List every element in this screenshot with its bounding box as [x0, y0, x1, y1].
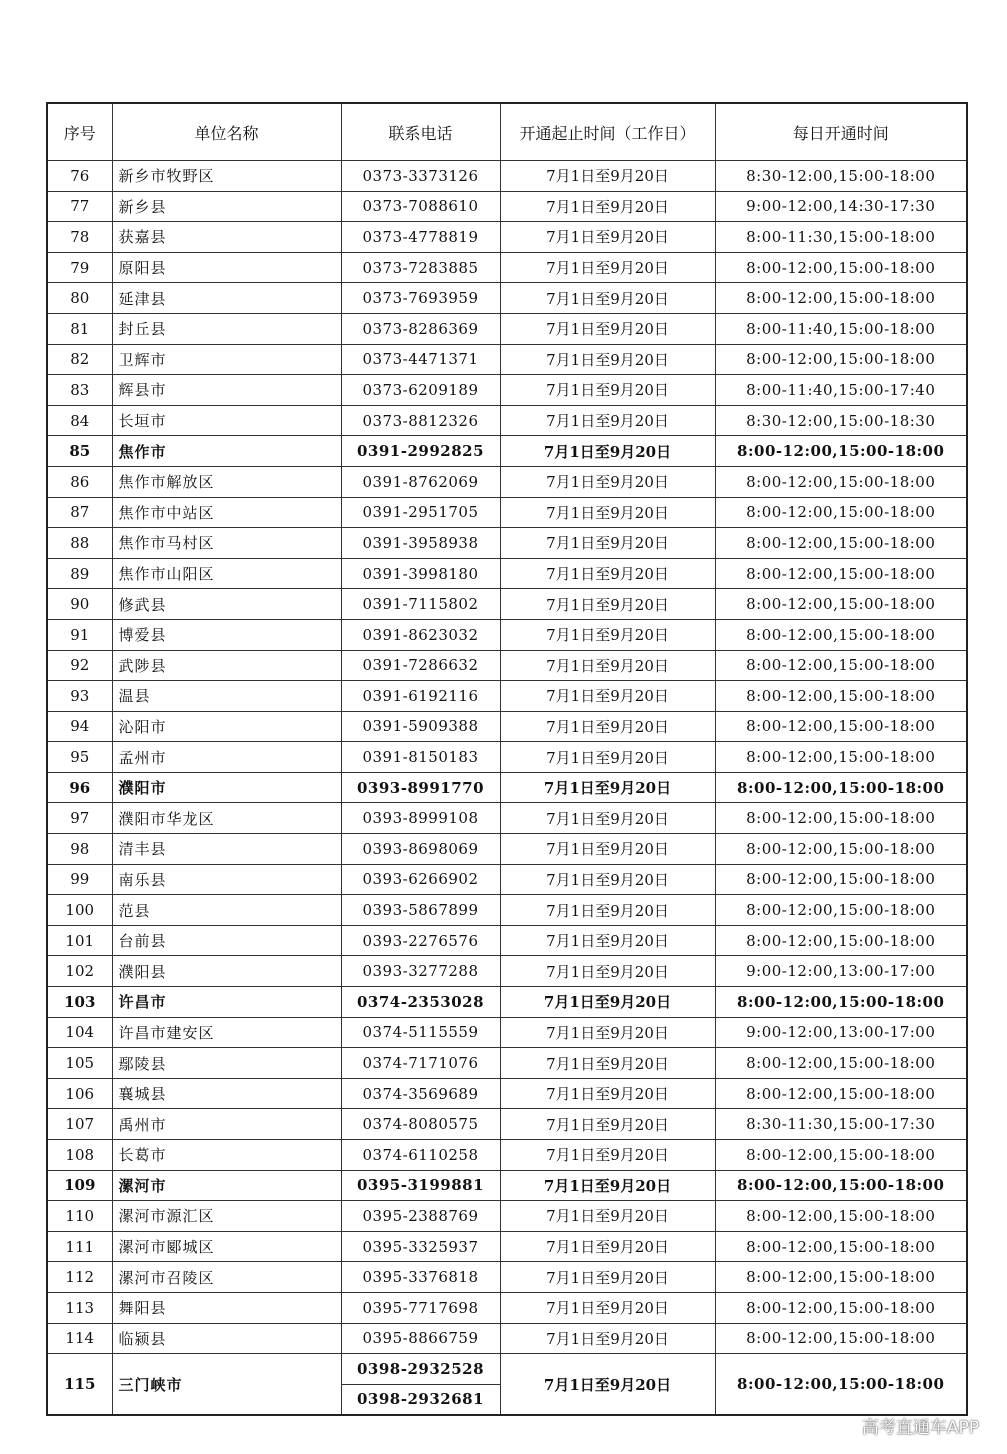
row-number: 94	[47, 711, 112, 742]
phone-number: 0395-7717698	[341, 1292, 500, 1323]
row-number: 112	[47, 1262, 112, 1293]
unit-name: 鄢陵县	[112, 1048, 341, 1079]
row-number: 80	[47, 283, 112, 314]
open-period: 7月1日至9月20日	[500, 772, 715, 803]
daily-hours: 9:00-12:00,14:30-17:30	[715, 191, 967, 222]
phone-number: 0373-4471371	[341, 344, 500, 375]
table-row	[47, 619, 967, 650]
unit-name: 修武县	[112, 589, 341, 620]
table-row	[47, 711, 967, 742]
table-row	[47, 436, 967, 467]
daily-hours: 8:00-12:00,15:00-18:00	[715, 742, 967, 773]
row-number: 114	[47, 1323, 112, 1354]
unit-name: 卫辉市	[112, 344, 341, 375]
header-unit-name: 单位名称	[112, 103, 341, 161]
row-number: 98	[47, 834, 112, 865]
table-row	[47, 1109, 967, 1140]
row-number: 90	[47, 589, 112, 620]
table-row	[47, 1262, 967, 1293]
phone-number: 0398-2932681	[341, 1384, 500, 1415]
table-row	[47, 1140, 967, 1171]
row-number: 88	[47, 528, 112, 559]
daily-hours: 8:00-11:40,15:00-17:40	[715, 375, 967, 406]
phone-number: 0391-2951705	[341, 497, 500, 528]
daily-hours: 8:00-11:40,15:00-18:00	[715, 313, 967, 344]
daily-hours: 8:00-12:00,15:00-18:00	[715, 681, 967, 712]
row-number: 77	[47, 191, 112, 222]
open-period: 7月1日至9月20日	[500, 834, 715, 865]
open-period: 7月1日至9月20日	[500, 313, 715, 344]
unit-name: 濮阳市华龙区	[112, 803, 341, 834]
open-period: 7月1日至9月20日	[500, 1048, 715, 1079]
phone-number: 0374-7171076	[341, 1048, 500, 1079]
open-period: 7月1日至9月20日	[500, 619, 715, 650]
row-number: 113	[47, 1292, 112, 1323]
unit-name: 焦作市中站区	[112, 497, 341, 528]
header-phone: 联系电话	[341, 103, 500, 161]
row-number: 76	[47, 161, 112, 192]
daily-hours: 8:00-12:00,15:00-18:00	[715, 1201, 967, 1232]
daily-hours: 8:00-12:00,15:00-18:00	[715, 834, 967, 865]
row-number: 91	[47, 619, 112, 650]
table-row	[47, 1201, 967, 1232]
daily-hours: 8:00-12:00,15:00-18:00	[715, 436, 967, 467]
row-number: 107	[47, 1109, 112, 1140]
phone-number: 0391-3998180	[341, 558, 500, 589]
daily-hours: 8:00-12:00,15:00-18:00	[715, 1354, 967, 1416]
unit-name: 博爱县	[112, 619, 341, 650]
daily-hours: 8:00-12:00,15:00-18:00	[715, 1048, 967, 1079]
row-number: 95	[47, 742, 112, 773]
table-row	[47, 834, 967, 865]
open-period: 7月1日至9月20日	[500, 436, 715, 467]
phone-number: 0391-8762069	[341, 466, 500, 497]
phone-number: 0373-7693959	[341, 283, 500, 314]
daily-hours: 8:00-12:00,15:00-18:00	[715, 1262, 967, 1293]
open-period: 7月1日至9月20日	[500, 1109, 715, 1140]
unit-name: 舞阳县	[112, 1292, 341, 1323]
header-period: 开通起止时间（工作日）	[500, 103, 715, 161]
open-period: 7月1日至9月20日	[500, 1323, 715, 1354]
unit-name: 漯河市	[112, 1170, 341, 1201]
phone-number: 0393-6266902	[341, 864, 500, 895]
daily-hours: 8:00-12:00,15:00-18:00	[715, 1323, 967, 1354]
header-row	[47, 103, 967, 161]
unit-name: 获嘉县	[112, 222, 341, 253]
unit-name: 辉县市	[112, 375, 341, 406]
unit-name: 焦作市	[112, 436, 341, 467]
unit-name: 长葛市	[112, 1140, 341, 1171]
open-period: 7月1日至9月20日	[500, 1017, 715, 1048]
table-row	[47, 803, 967, 834]
row-number: 84	[47, 405, 112, 436]
open-period: 7月1日至9月20日	[500, 161, 715, 192]
open-period: 7月1日至9月20日	[500, 222, 715, 253]
row-number: 97	[47, 803, 112, 834]
phone-number: 0395-8866759	[341, 1323, 500, 1354]
unit-name: 清丰县	[112, 834, 341, 865]
open-period: 7月1日至9月20日	[500, 344, 715, 375]
phone-number: 0373-7088610	[341, 191, 500, 222]
open-period: 7月1日至9月20日	[500, 589, 715, 620]
table-row	[47, 344, 967, 375]
phone-number: 0373-8812326	[341, 405, 500, 436]
row-number: 110	[47, 1201, 112, 1232]
daily-hours: 8:00-12:00,15:00-18:00	[715, 558, 967, 589]
open-period: 7月1日至9月20日	[500, 681, 715, 712]
phone-number: 0373-7283885	[341, 252, 500, 283]
open-period: 7月1日至9月20日	[500, 1170, 715, 1201]
phone-number: 0374-6110258	[341, 1140, 500, 1171]
table-row	[47, 313, 967, 344]
phone-number: 0391-6192116	[341, 681, 500, 712]
phone-number: 0374-5115559	[341, 1017, 500, 1048]
table-row	[47, 1323, 967, 1354]
unit-name: 许昌市建安区	[112, 1017, 341, 1048]
open-period: 7月1日至9月20日	[500, 375, 715, 406]
row-number: 83	[47, 375, 112, 406]
unit-name: 武陟县	[112, 650, 341, 681]
daily-hours: 8:00-12:00,15:00-18:00	[715, 864, 967, 895]
table-row	[47, 925, 967, 956]
unit-name: 焦作市解放区	[112, 466, 341, 497]
daily-hours: 8:00-12:00,15:00-18:00	[715, 925, 967, 956]
unit-name: 漯河市源汇区	[112, 1201, 341, 1232]
daily-hours: 8:00-12:00,15:00-18:00	[715, 895, 967, 926]
table-row	[47, 1048, 967, 1079]
table-last-rows	[47, 1354, 967, 1416]
row-number: 105	[47, 1048, 112, 1079]
phone-number: 0393-3277288	[341, 956, 500, 987]
daily-hours: 8:00-12:00,15:00-18:00	[715, 803, 967, 834]
table-row	[47, 681, 967, 712]
open-period: 7月1日至9月20日	[500, 405, 715, 436]
daily-hours: 8:00-11:30,15:00-18:00	[715, 222, 967, 253]
open-period: 7月1日至9月20日	[500, 252, 715, 283]
watermark: 高考直通车APP	[861, 1418, 979, 1438]
daily-hours: 8:00-12:00,15:00-18:00	[715, 772, 967, 803]
unit-name: 南乐县	[112, 864, 341, 895]
row-number: 100	[47, 895, 112, 926]
phone-number: 0391-2992825	[341, 436, 500, 467]
unit-name: 襄城县	[112, 1078, 341, 1109]
daily-hours: 8:00-12:00,15:00-18:00	[715, 1078, 967, 1109]
unit-name: 温县	[112, 681, 341, 712]
phone-number: 0391-8623032	[341, 619, 500, 650]
phone-number: 0391-8150183	[341, 742, 500, 773]
row-number: 115	[47, 1354, 112, 1416]
table-row	[47, 466, 967, 497]
phone-number: 0393-8698069	[341, 834, 500, 865]
phone-number: 0373-3373126	[341, 161, 500, 192]
daily-hours: 8:00-12:00,15:00-18:00	[715, 1170, 967, 1201]
unit-name: 濮阳县	[112, 956, 341, 987]
row-number: 96	[47, 772, 112, 803]
table-body	[47, 161, 967, 1354]
phone-number: 0391-7286632	[341, 650, 500, 681]
daily-hours: 8:00-12:00,15:00-18:00	[715, 1140, 967, 1171]
table-row	[47, 987, 967, 1018]
daily-hours: 8:00-12:00,15:00-18:00	[715, 987, 967, 1018]
open-period: 7月1日至9月20日	[500, 191, 715, 222]
unit-name: 沁阳市	[112, 711, 341, 742]
table-row	[47, 772, 967, 803]
row-number: 106	[47, 1078, 112, 1109]
open-period: 7月1日至9月20日	[500, 711, 715, 742]
table-row	[47, 558, 967, 589]
phone-number: 0393-5867899	[341, 895, 500, 926]
daily-hours: 8:30-12:00,15:00-18:30	[715, 405, 967, 436]
phone-number: 0374-8080575	[341, 1109, 500, 1140]
daily-hours: 8:00-12:00,15:00-18:00	[715, 528, 967, 559]
phone-number: 0393-2276576	[341, 925, 500, 956]
unit-name: 长垣市	[112, 405, 341, 436]
open-period: 7月1日至9月20日	[500, 650, 715, 681]
daily-hours: 8:00-12:00,15:00-18:00	[715, 1231, 967, 1262]
open-period: 7月1日至9月20日	[500, 1292, 715, 1323]
row-number: 85	[47, 436, 112, 467]
unit-name: 焦作市马村区	[112, 528, 341, 559]
open-period: 7月1日至9月20日	[500, 956, 715, 987]
table-row	[47, 1231, 967, 1262]
phone-number: 0374-3569689	[341, 1078, 500, 1109]
open-period: 7月1日至9月20日	[500, 1262, 715, 1293]
table-row	[47, 528, 967, 559]
daily-hours: 8:00-12:00,15:00-18:00	[715, 497, 967, 528]
row-number: 108	[47, 1140, 112, 1171]
daily-hours: 8:00-12:00,15:00-18:00	[715, 589, 967, 620]
open-period: 7月1日至9月20日	[500, 925, 715, 956]
table-row	[47, 161, 967, 192]
unit-name: 临颍县	[112, 1323, 341, 1354]
phone-number: 0393-8999108	[341, 803, 500, 834]
phone-number: 0395-2388769	[341, 1201, 500, 1232]
table-row	[47, 375, 967, 406]
row-number: 109	[47, 1170, 112, 1201]
row-number: 79	[47, 252, 112, 283]
open-period: 7月1日至9月20日	[500, 558, 715, 589]
open-period: 7月1日至9月20日	[500, 1140, 715, 1171]
open-period: 7月1日至9月20日	[500, 987, 715, 1018]
unit-name: 孟州市	[112, 742, 341, 773]
row-number: 103	[47, 987, 112, 1018]
table-row	[47, 1354, 967, 1384]
row-number: 78	[47, 222, 112, 253]
phone-number: 0398-2932528	[341, 1354, 500, 1384]
table-row	[47, 895, 967, 926]
table-row	[47, 864, 967, 895]
table-row	[47, 742, 967, 773]
unit-name: 漯河市郾城区	[112, 1231, 341, 1262]
unit-name: 许昌市	[112, 987, 341, 1018]
phone-number: 0391-3958938	[341, 528, 500, 559]
row-number: 102	[47, 956, 112, 987]
daily-hours: 9:00-12:00,13:00-17:00	[715, 1017, 967, 1048]
open-period: 7月1日至9月20日	[500, 1231, 715, 1262]
table-row	[47, 1017, 967, 1048]
table-row	[47, 252, 967, 283]
daily-hours: 8:00-12:00,15:00-18:00	[715, 252, 967, 283]
daily-hours: 8:00-12:00,15:00-18:00	[715, 466, 967, 497]
table-row	[47, 283, 967, 314]
phone-number: 0391-5909388	[341, 711, 500, 742]
open-period: 7月1日至9月20日	[500, 895, 715, 926]
open-period: 7月1日至9月20日	[500, 497, 715, 528]
open-period: 7月1日至9月20日	[500, 283, 715, 314]
row-number: 99	[47, 864, 112, 895]
row-number: 104	[47, 1017, 112, 1048]
row-number: 87	[47, 497, 112, 528]
header-daily-hours: 每日开通时间	[715, 103, 967, 161]
table-row	[47, 405, 967, 436]
daily-hours: 8:00-12:00,15:00-18:00	[715, 650, 967, 681]
unit-name: 漯河市召陵区	[112, 1262, 341, 1293]
daily-hours: 8:30-12:00,15:00-18:00	[715, 161, 967, 192]
phone-number: 0393-8991770	[341, 772, 500, 803]
table-row	[47, 1292, 967, 1323]
unit-name: 原阳县	[112, 252, 341, 283]
open-period: 7月1日至9月20日	[500, 1354, 715, 1416]
table-row	[47, 1170, 967, 1201]
open-period: 7月1日至9月20日	[500, 742, 715, 773]
phone-number: 0374-2353028	[341, 987, 500, 1018]
daily-hours: 9:00-12:00,13:00-17:00	[715, 956, 967, 987]
row-number: 82	[47, 344, 112, 375]
daily-hours: 8:00-12:00,15:00-18:00	[715, 619, 967, 650]
row-number: 81	[47, 313, 112, 344]
phone-number: 0373-6209189	[341, 375, 500, 406]
table-row	[47, 589, 967, 620]
table-row	[47, 497, 967, 528]
table-row	[47, 650, 967, 681]
unit-name: 三门峡市	[112, 1354, 341, 1416]
daily-hours: 8:00-12:00,15:00-18:00	[715, 344, 967, 375]
unit-name: 封丘县	[112, 313, 341, 344]
phone-number: 0395-3325937	[341, 1231, 500, 1262]
row-number: 89	[47, 558, 112, 589]
unit-name: 禹州市	[112, 1109, 341, 1140]
phone-number: 0373-4778819	[341, 222, 500, 253]
phone-number: 0395-3376818	[341, 1262, 500, 1293]
schedule-table	[46, 102, 968, 1416]
table-row	[47, 1078, 967, 1109]
open-period: 7月1日至9月20日	[500, 1201, 715, 1232]
open-period: 7月1日至9月20日	[500, 803, 715, 834]
unit-name: 台前县	[112, 925, 341, 956]
open-period: 7月1日至9月20日	[500, 864, 715, 895]
table-row	[47, 956, 967, 987]
row-number: 111	[47, 1231, 112, 1262]
row-number: 92	[47, 650, 112, 681]
phone-number: 0373-8286369	[341, 313, 500, 344]
row-number: 101	[47, 925, 112, 956]
open-period: 7月1日至9月20日	[500, 528, 715, 559]
header-number: 序号	[47, 103, 112, 161]
unit-name: 新乡县	[112, 191, 341, 222]
unit-name: 延津县	[112, 283, 341, 314]
row-number: 93	[47, 681, 112, 712]
row-number: 86	[47, 466, 112, 497]
unit-name: 濮阳市	[112, 772, 341, 803]
daily-hours: 8:00-12:00,15:00-18:00	[715, 711, 967, 742]
daily-hours: 8:00-12:00,15:00-18:00	[715, 283, 967, 314]
daily-hours: 8:30-11:30,15:00-17:30	[715, 1109, 967, 1140]
unit-name: 焦作市山阳区	[112, 558, 341, 589]
open-period: 7月1日至9月20日	[500, 466, 715, 497]
table-row	[47, 191, 967, 222]
open-period: 7月1日至9月20日	[500, 1078, 715, 1109]
table-row	[47, 222, 967, 253]
phone-number: 0391-7115802	[341, 589, 500, 620]
phone-number: 0395-3199881	[341, 1170, 500, 1201]
unit-name: 范县	[112, 895, 341, 926]
unit-name: 新乡市牧野区	[112, 161, 341, 192]
daily-hours: 8:00-12:00,15:00-18:00	[715, 1292, 967, 1323]
